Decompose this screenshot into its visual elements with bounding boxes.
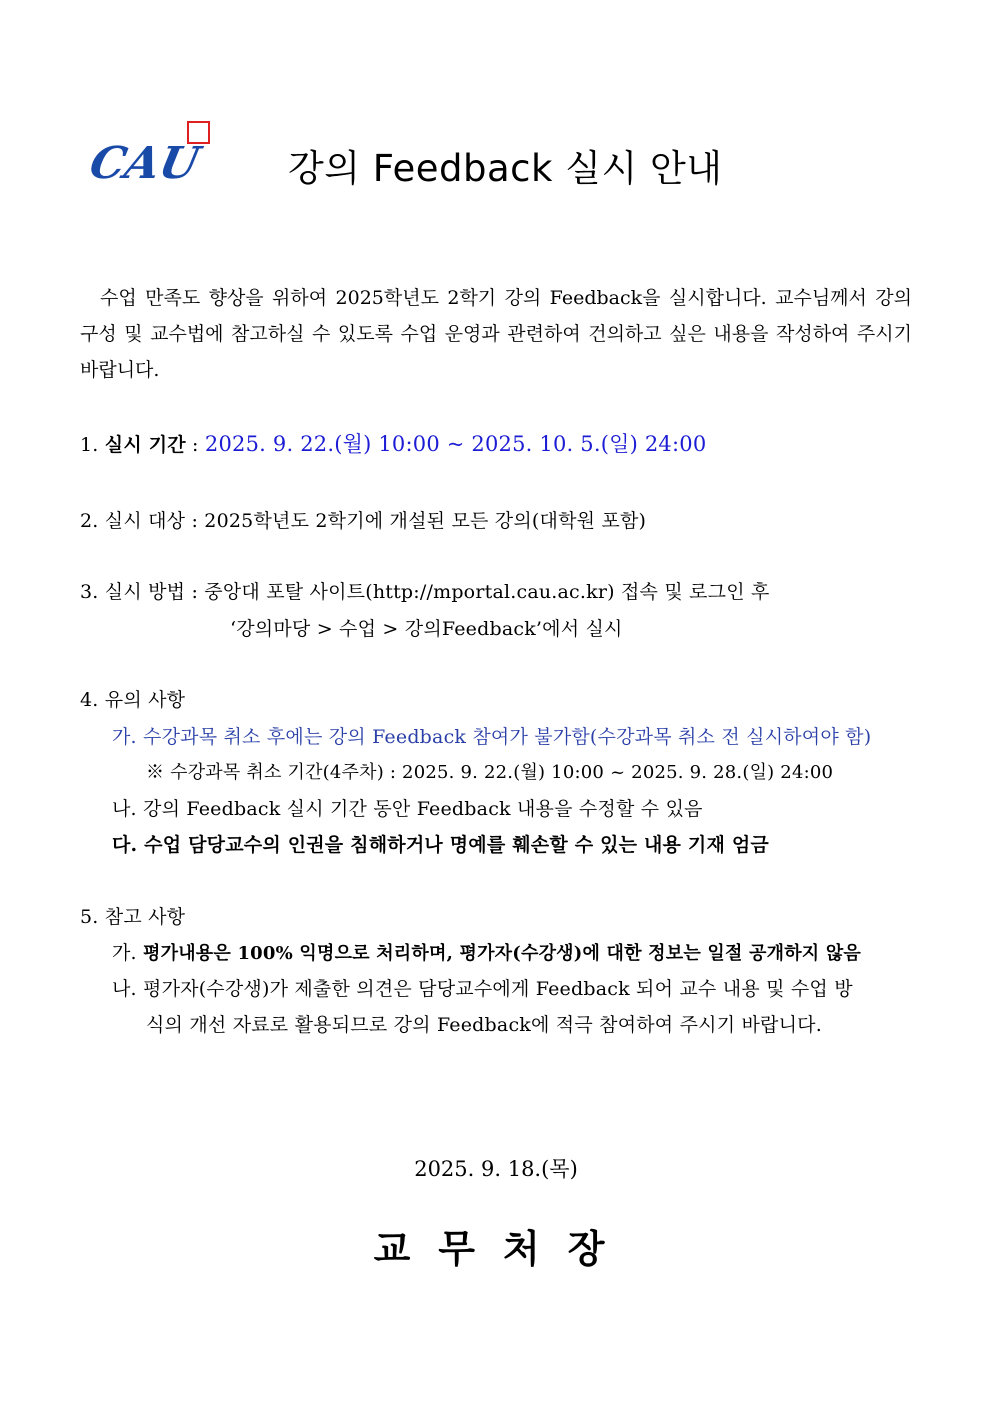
- item-refs-a: [112, 938, 861, 965]
- item-notes-b: 나. 강의 Feedback 실시 기간 동안 Feedback 내용을 수정할 수 있음: [112, 798, 703, 820]
- item-period-key: 실시 기간: [104, 434, 186, 456]
- cau-logo: [85, 120, 215, 189]
- item-period-value: 2025. 9. 22.(월) 10:00 ~ 2025. 10. 5.(일) 24:00: [204, 432, 707, 456]
- item-notes-heading: 4. 유의 사항: [80, 689, 186, 711]
- item-notes-a: 가. 수강과목 취소 후에는 강의 Feedback 참여가 불가함(수강과목 취소 전 실시하여야 함): [112, 726, 872, 748]
- signer: 교무처장: [373, 1226, 633, 1271]
- item-refs-b-line2: 식의 개선 자료로 활용되므로 강의 Feedback에 적극 참여하여 주시기 바랍니다.: [146, 1014, 822, 1036]
- item-method-line1: 3. 실시 방법 : 중앙대 포탈 사이트(http://mportal.cau.ac.kr) 접속 및 로그인 후: [80, 581, 770, 603]
- item-refs-heading: 5. 참고 사항: [80, 906, 186, 928]
- item-notes-c: 다. 수업 담당교수의 인권을 침해하거나 명예를 훼손할 수 있는 내용 기재 엄금: [112, 834, 769, 856]
- item-method-line2: ‘강의마당 > 수업 > 강의Feedback’에서 실시: [230, 618, 623, 640]
- intro-text: 수업 만족도 향상을 위하여 2025학년도 2학기 강의 Feedback을 실시합니다. 교수님께서 강의 구성 및 교수법에 참고하실 수 있도록 수업 운영과 관련하여 건의하고 싶은 내용을 작성하여 주시기 바랍니다.: [80, 287, 912, 381]
- item-notes-a-note: ※ 수강과목 취소 기간(4주차) : 2025. 9. 22.(월) 10:00 ~ 2025. 9. 28.(일) 24:00: [146, 762, 834, 783]
- item-period: [80, 428, 706, 458]
- logo-text: CAU: [85, 137, 204, 189]
- item-period-sep: :: [185, 434, 205, 456]
- intro-paragraph: [80, 280, 912, 388]
- item-refs-b-line1: 나. 평가자(수강생)가 제출한 의견은 담당교수에게 Feedback 되어 교수 내용 및 수업 방: [112, 978, 853, 1000]
- document-date: 2025. 9. 18.(목): [414, 1157, 578, 1181]
- item-period-number: 1.: [80, 434, 105, 456]
- page-title: 강의 Feedback 실시 안내: [288, 147, 723, 190]
- cau-logo-mark: [85, 120, 215, 189]
- item-refs-a-prefix: 가.: [112, 942, 144, 964]
- item-target: 2. 실시 대상 : 2025학년도 2학기에 개설된 모든 강의(대학원 포함): [80, 510, 647, 532]
- item-refs-a-text: 평가내용은 100% 익명으로 처리하며, 평가자(수강생)에 대한 정보는 일절 공개하지 않음: [143, 943, 862, 964]
